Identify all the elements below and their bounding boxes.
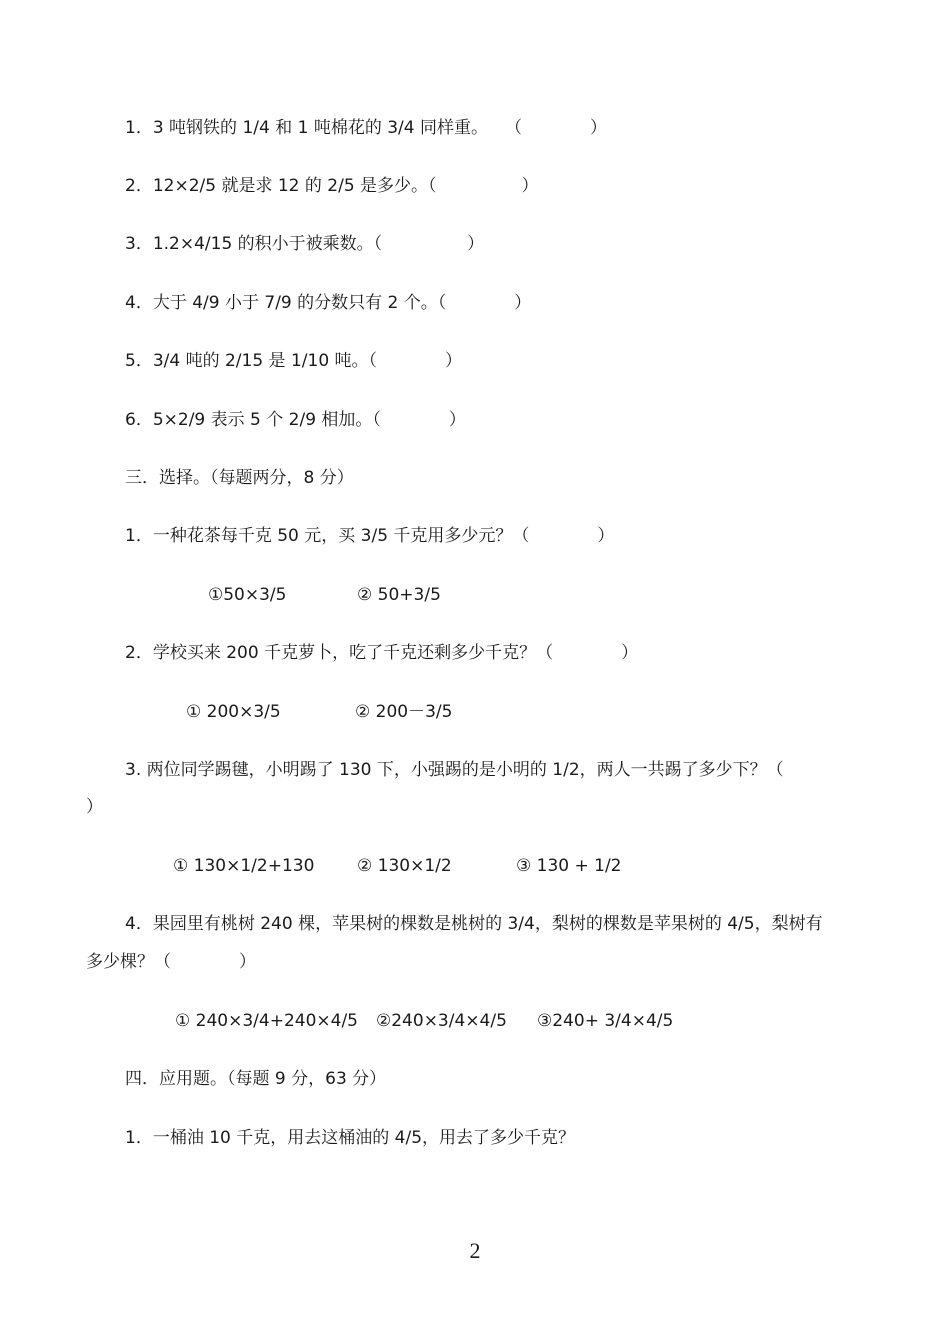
page-number: 2 — [469, 1238, 481, 1263]
option-1-a: ①50×3/5 — [208, 585, 287, 605]
option-2-a: ① 200×3/5 — [186, 702, 281, 722]
judgement-item-4: 4．大于 4/9 小于 7/9 的分数只有 2 个。（ ） — [125, 293, 532, 313]
option-4-b: ②240×3/4×4/5 — [376, 1011, 507, 1031]
judgement-item-1: 1．3 吨钢铁的 1/4 和 1 吨棉花的 3/4 同样重。 （ ） — [125, 118, 607, 138]
choice-question-3-line-2: ） — [86, 797, 103, 817]
choice-question-4-line-2: 多少棵？（ ） — [86, 952, 256, 972]
judgement-item-3: 3．1.2×4/15 的积小于被乘数。（ ） — [125, 234, 485, 254]
section-heading-choice: 三．选择。（每题两分，8 分） — [125, 468, 354, 488]
choice-question-3-line-1: 3. 两位同学踢毽，小明踢了 130 下，小强踢的是小明的 1/2，两人一共踢了多少下？（ — [125, 760, 784, 780]
choice-question-2: 2．学校买来 200 千克萝卜，吃了千克还剩多少千克？（ ） — [125, 643, 639, 663]
section-heading-application: 四．应用题。（每题 9 分，63 分） — [125, 1069, 387, 1089]
judgement-item-6: 6．5×2/9 表示 5 个 2/9 相加。（ ） — [125, 410, 466, 430]
application-question-1: 1．一桶油 10 千克，用去这桶油的 4/5，用去了多少千克？ — [125, 1128, 576, 1148]
option-1-b: ② 50+3/5 — [357, 585, 441, 605]
judgement-item-2: 2．12×2/5 就是求 12 的 2/5 是多少。（ ） — [125, 176, 539, 196]
choice-options-2 — [0, 700, 950, 724]
choice-question-1: 1．一种花茶每千克 50 元，买 3/5 千克用多少元？（ ） — [125, 526, 615, 546]
option-4-c: ③240+ 3/4×4/5 — [537, 1011, 674, 1031]
choice-options-1 — [0, 583, 950, 607]
option-4-a: ① 240×3/4+240×4/5 — [175, 1011, 358, 1031]
option-3-c: ③ 130 + 1/2 — [516, 856, 622, 876]
choice-options-4 — [0, 1009, 950, 1033]
option-3-b: ② 130×1/2 — [357, 856, 452, 876]
judgement-item-5: 5．3/4 吨的 2/15 是 1/10 吨。（ ） — [125, 351, 463, 371]
choice-options-3 — [0, 854, 950, 878]
choice-question-4-line-1: 4．果园里有桃树 240 棵，苹果树的棵数是桃树的 3/4，梨树的棵数是苹果树的 4/5，梨树有 — [125, 914, 823, 934]
option-2-b: ② 200－3/5 — [355, 702, 453, 722]
option-3-a: ① 130×1/2+130 — [173, 856, 315, 876]
